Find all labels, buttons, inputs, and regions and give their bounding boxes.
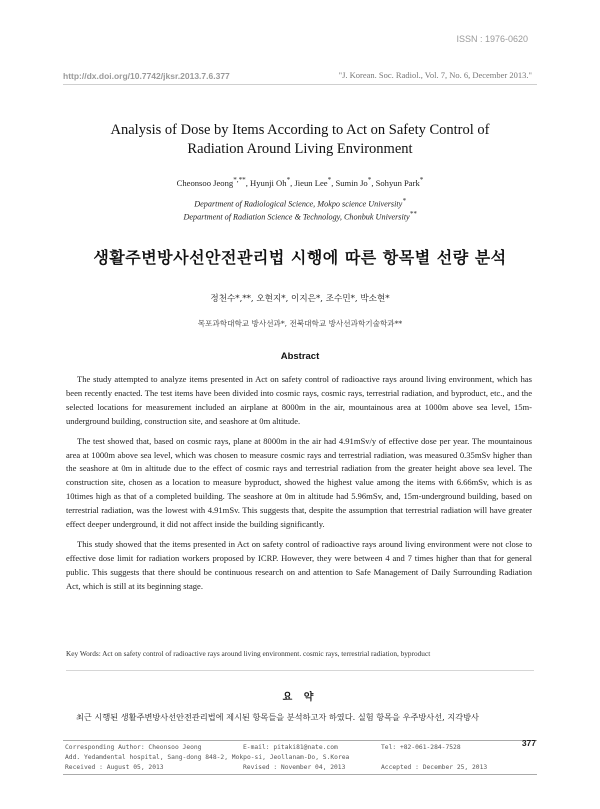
affiliation-mark: * [402,198,406,205]
author-mark: * [286,176,291,184]
paper-title-line1: Analysis of Dose by Items According to Act on Safety Control of [110,122,490,138]
korean-affiliation: 목포과학대학교 방사선과*, 전북대학교 방사선과학기술학과** [197,319,403,328]
issn-label: ISSN : 1976-0620 [456,34,528,44]
author-mark: * [367,176,372,184]
author-email[interactable]: E-mail: pitaki81@nate.com [243,744,338,751]
affiliation-1 [60,198,540,209]
footnote-box [63,740,537,775]
affiliation-2 [60,211,540,222]
author-name: Cheonsoo Jeong [176,177,234,188]
received-date: Received : August 05, 2013 [65,764,164,771]
author-address: Add. Yedamdental hospital, Sang-dong 848-2, Mokpo-si, Jeollanam-Do, S.Korea [65,754,350,761]
korean-author-list: 정천수*,**, 오현지*, 이지은*, 조수민*, 박소현* [210,294,390,304]
abstract-heading: Abstract [280,351,320,362]
revised-date: Revised : November 04, 2013 [243,764,346,771]
abstract-paragraph: This study showed that the items presented in Act on safety control of radioactive rays around living environment were not close to effective dose limit for radiation workers proposed by ICRP. However, they were between 4 and 7 times higher than that for general public. This suggests that there should be continuous research on and attention to Safe Management of Daily Surrounding Radiation Act, which is still at its beginning stage. [66,538,532,591]
page-number: 377 [521,738,536,748]
corresponding-author: Corresponding Author: Cheonsoo Jeong [65,744,202,751]
author-mark: *,** [233,176,246,184]
author-mark: * [327,176,332,184]
doi-link[interactable]: http://dx.doi.org/10.7742/jksr.2013.7.6.377 [63,71,230,81]
paper-title [70,121,530,159]
author-name: , Jieun Lee [290,177,328,188]
affiliation-text: Department of Radiation Science & Technology, Chonbuk University [183,212,410,222]
author-mark: * [419,176,424,184]
keywords: Key Words: Act on safety control of radioactive rays around living environment. cosmic rays, terrestrial radiation, byproduct [66,649,431,658]
affiliation-text: Department of Radiological Science, Mokpo science University [194,199,403,209]
author-name: , Sumin Jo [331,177,368,188]
affiliation-mark: ** [409,211,417,218]
korean-summary-text: 최근 시행된 생활주변방사선안전관리법에 제시된 항목들을 분석하고자 하였다. 실험 항목을 우주방사선, 지각방사 [76,712,479,722]
header-divider [63,84,537,85]
abstract-paragraph: The test showed that, based on cosmic rays, plane at 8000m in the air had 4.91mSv/y of effective dose per year. The mountainous area at 1000m above sea level, which was chosen to measure cosmic rays and terrestrial radiation, was measured 0.35mSv higher than the seashore at 0m in altitude due to the effect of cosmic rays and terrestrial radiation from the greater height above sea level. The construction site, chosen as a location to measure byproduct, showed the highest value among the items with 6.66mSv, which is as 10times high as that of a completed building. The seashore at 0m in altitude had 5.96mSv, and, 15m-underground building, based on terrestrial radiation, was the lowest with 4.91mSv. This suggests that, despite the assumption that terrestrial radiation will have greater effect deeper underground, it did not affect inside the building significantly. [66,435,532,530]
korean-summary-heading: 요 약 [282,692,318,703]
author-list [60,176,540,188]
paper-title-line2: Radiation Around Living Environment [187,141,413,157]
author-name: , Sohyun Park [371,177,420,188]
abstract-paragraph: The study attempted to analyze items presented in Act on safety control of radioactive rays around living environment, which has been recently enacted. The test items have been divided into cosmic rays, cosmic rays, terrestrial radiation, and byproduct, etc., and the selected locations for measurement included an airplane at 8000m in the air, mountainous area at 1000m above sea level, 15m-underground building, construction site, and seashore at 0m altitude. [66,374,532,426]
accepted-date: Accepted : December 25, 2013 [381,764,488,771]
author-tel: Tel: +82-061-284-7528 [381,744,461,751]
journal-citation: "J. Korean. Soc. Radiol., Vol. 7, No. 6, December 2013." [338,70,532,80]
section-divider [66,670,534,671]
abstract-body [66,373,532,600]
author-name: , Hyunji Oh [245,177,287,188]
korean-title: 생활주변방사선안전관리법 시행에 따른 항목별 선량 분석 [93,248,507,267]
